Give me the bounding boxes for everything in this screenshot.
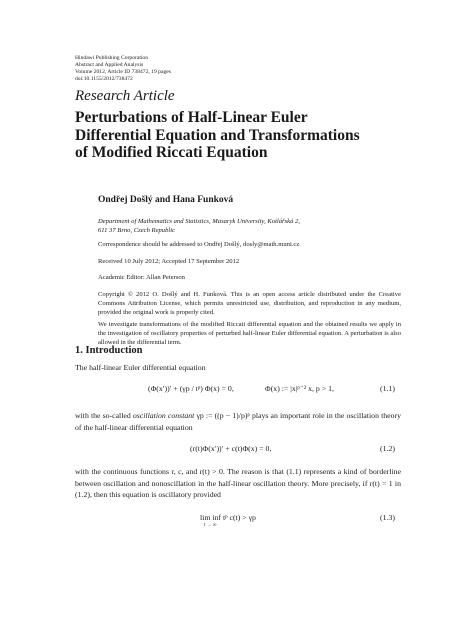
copyright-notice: Copyright © 2012 O. Došlý and H. Funková. This is an open access article distributed under the Creative Commons Attribution License, which permits unrestricted use, distribution, and reproduction in any medium, provided the original work is properly cited.	[98, 291, 401, 316]
title-line-1: Perturbations of Half-Linear Euler	[75, 109, 308, 126]
correspondence: Correspondence should be addressed to Ondřej Došlý, dosly@math.muni.cz	[98, 241, 300, 248]
equation-1-3: lim inf tᵖ c(t) > γp	[200, 513, 256, 522]
journal-name: Abstract and Applied Analysis	[75, 61, 144, 68]
equation-1-2: (r(t)Φ(x′))′ + c(t)Φ(x) = 0,	[190, 444, 272, 453]
publisher-name: Hindawi Publishing Corporation	[75, 55, 149, 61]
equation-1-definition: Φ(x) := |x|ᵖ⁻² x, p > 1,	[265, 384, 334, 393]
equation-1-lhs: (Φ(x′))′ + (γp / tᵖ) Φ(x) = 0,	[148, 384, 234, 393]
paper-title	[75, 109, 415, 162]
academic-editor: Academic Editor: Allan Peterson	[98, 274, 185, 281]
title-line-2: Differential Equation and Transformations	[75, 126, 360, 144]
abstract: We investigate transformations of the modified Riccati differential equation and the obtained results we apply in the investigation of oscillatory properties of perturbed half-linear Euler differential equation. A perturbation is also allowed in the differential term.	[98, 321, 401, 346]
affiliation	[98, 217, 300, 235]
oscillation-constant-text	[75, 410, 401, 433]
section-heading: 1. Introduction	[75, 345, 143, 356]
title-line-3: of Modified Riccati Equation	[75, 144, 268, 161]
received-dates: Received 10 July 2012; Accepted 17 September 2012	[98, 258, 240, 265]
publisher-info	[75, 55, 171, 83]
emphasis-oscillation-constant: oscillation constant	[132, 411, 195, 420]
text-part: with the so-called	[75, 411, 133, 420]
borderline-paragraph: with the continuous functions r, c, and r(t) > 0. The reason is that (1.1) represents a kind of borderline between oscillation and nonoscillation in the half-linear oscillation theory. More precisely, if r(t) = 1 in (1.2), then this equation is oscillatory provided	[75, 467, 401, 499]
equation-number-1-2: (1.2)	[380, 444, 395, 453]
authors: Ondřej Došlý and Hana Funková	[98, 195, 234, 205]
intro-sentence: The half-linear Euler differential equation	[75, 363, 206, 372]
doi: doi:10.1155/2012/738472	[75, 75, 133, 82]
volume-info: Volume 2012, Article ID 738472, 19 pages	[75, 68, 171, 75]
affiliation-line-1: Department of Mathematics and Statistics, Masaryk University, Kotlářská 2,	[98, 218, 301, 225]
affiliation-line-2: 611 37 Brno, Czech Republic	[98, 227, 175, 234]
equation-1-3-subscript: t → ∞	[204, 523, 217, 528]
equation-number-1-3: (1.3)	[380, 513, 395, 522]
article-type: Research Article	[75, 88, 175, 104]
text-part: γp := ((p − 1)/p)ᵖ plays an important role in the oscillation theory of the half-linear differential equation	[75, 411, 401, 432]
equation-number-1-1: (1.1)	[380, 384, 395, 393]
